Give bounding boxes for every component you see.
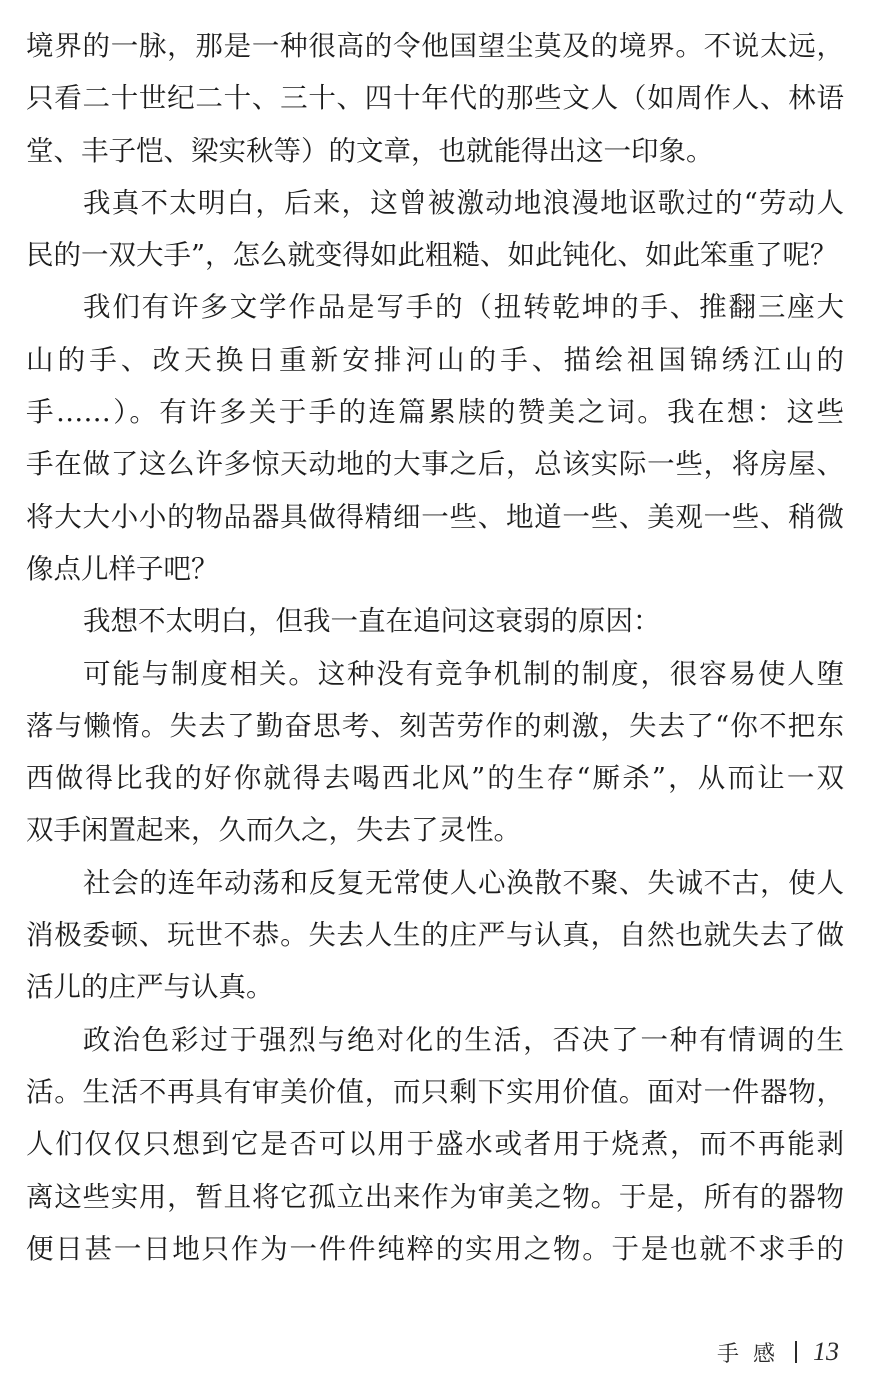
text-line: 手在做了这么许多惊天动地的大事之后，总该实际一些，将房屋、 [26, 448, 844, 481]
text-line: 可能与制度相关。这种没有竞争机制的制度，很容易使人堕 [83, 657, 844, 690]
text-line: 只看二十世纪二十、三十、四十年代的那些文人（如周作人、林语 [26, 82, 844, 115]
text-line: 活儿的庄严与认真。 [26, 971, 274, 1004]
text-line: 将大大小小的物品器具做得精细一些、地道一些、美观一些、稍微 [26, 500, 844, 533]
text-line: 堂、丰子恺、梁实秋等）的文章，也就能得出这一印象。 [26, 134, 714, 167]
text-line: 便日甚一日地只作为一件件纯粹的实用之物。于是也就不求手的 [26, 1232, 844, 1265]
text-line: 境界的一脉，那是一种很高的令他国望尘莫及的境界。不说太远， [26, 30, 844, 62]
text-line: 西做得比我的好你就得去喝西北风”的生存“厮杀”，从而让一双 [26, 762, 844, 795]
text-line: 手……）。有许多关于手的连篇累牍的赞美之词。我在想：这些 [26, 396, 844, 429]
text-line: 政治色彩过于强烈与绝对化的生活，否决了一种有情调的生 [83, 1023, 844, 1056]
page-number: 13 [813, 1337, 839, 1366]
text-line: 我真不太明白，后来，这曾被激动地浪漫地讴歌过的“劳动人 [83, 186, 844, 219]
text-line: 落与懒惰。失去了勤奋思考、刻苦劳作的刺激，失去了“你不把东 [26, 709, 844, 742]
text-line: 我想不太明白，但我一直在追问这衰弱的原因： [83, 605, 661, 638]
text-line: 山的手、改天换日重新安排河山的手、描绘祖国锦绣江山的 [26, 343, 844, 376]
text-line: 离这些实用，暂且将它孤立出来作为审美之物。于是，所有的器物 [26, 1180, 844, 1213]
text-line: 社会的连年动荡和反复无常使人心涣散不聚、失诚不古，使人 [83, 866, 844, 899]
text-line: 双手闲置起来，久而久之，失去了灵性。 [26, 814, 521, 847]
text-line: 民的一双大手”，怎么就变得如此粗糙、如此钝化、如此笨重了呢？ [26, 239, 838, 272]
page-footer [717, 1334, 839, 1370]
text-line: 像点儿样子吧？ [26, 552, 219, 585]
text-line: 活。生活不再具有审美价值，而只剩下实用价值。面对一件器物， [26, 1075, 844, 1108]
text-line: 我们有许多文学作品是写手的（扭转乾坤的手、推翻三座大 [83, 291, 844, 324]
body-text [26, 20, 844, 1275]
text-line: 消极委顿、玩世不恭。失去人生的庄严与认真，自然也就失去了做 [26, 919, 844, 952]
text-line: 人们仅仅只想到它是否可以用于盛水或者用于烧煮，而不再能剥 [26, 1128, 844, 1161]
running-title: 手感 [716, 1341, 789, 1367]
footer-divider [795, 1341, 797, 1363]
